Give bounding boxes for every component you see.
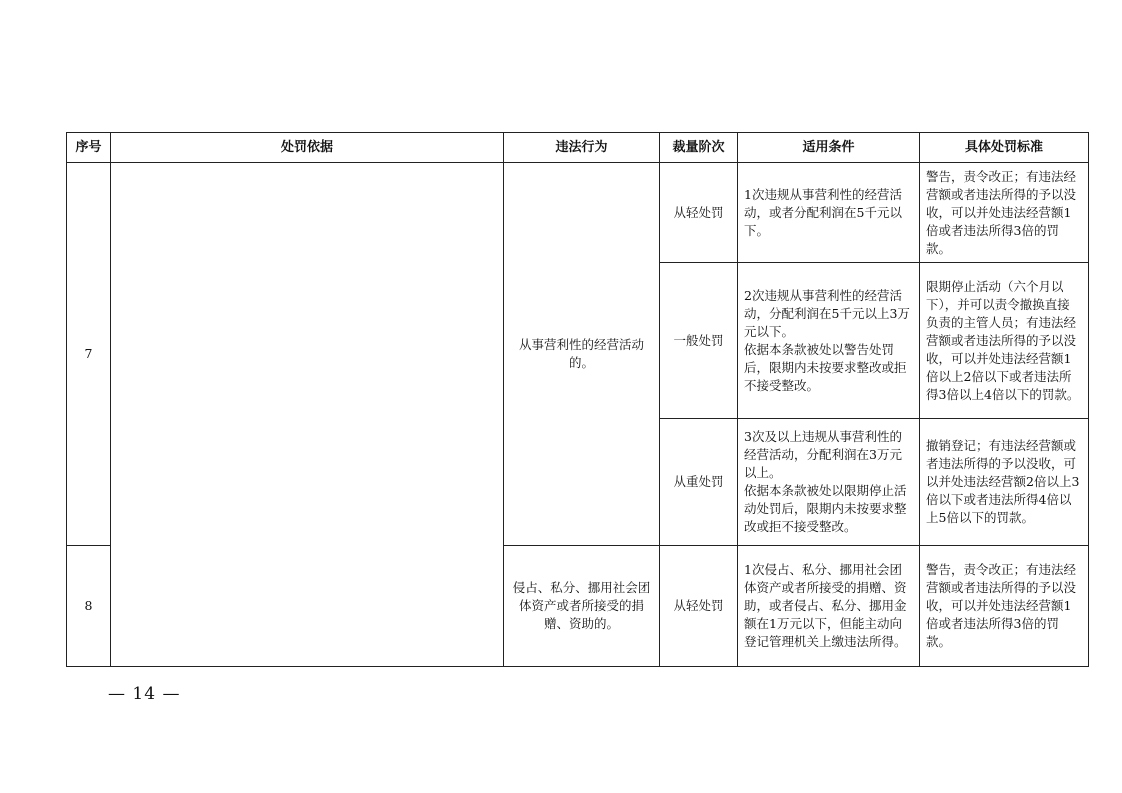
applicable-condition: 3次及以上违规从事营利性的经营活动，分配利润在3万元以上。 依据本条款被处以限期停止活动处罚后，限期内未按要求整改或拒不接受整改。	[738, 419, 920, 546]
discretion-level: 一般处罚	[660, 263, 738, 419]
violation-behavior: 从事营利性的经营活动的。	[504, 163, 660, 546]
penalty-standards-table	[66, 132, 1089, 667]
header-basis: 处罚依据	[111, 133, 504, 163]
header-behavior: 违法行为	[504, 133, 660, 163]
applicable-condition: 1次违规从事营利性的经营活动，或者分配利润在5千元以下。	[738, 163, 920, 263]
row-number: 7	[67, 163, 111, 546]
table-row	[67, 163, 1089, 263]
penalty-standard: 警告，责令改正；有违法经营额或者违法所得的予以没收，可以并处违法经营额1倍或者违法所得3倍的罚款。	[920, 163, 1089, 263]
applicable-condition: 1次侵占、私分、挪用社会团体资产或者所接受的捐赠、资助，或者侵占、私分、挪用金额在1万元以下，但能主动向登记管理机关上缴违法所得。	[738, 546, 920, 667]
applicable-condition: 2次违规从事营利性的经营活动，分配利润在5千元以上3万元以下。 依据本条款被处以警告处罚后，限期内未按要求整改或拒不接受整改。	[738, 263, 920, 419]
penalty-standard: 限期停止活动（六个月以下），并可以责令撤换直接负责的主管人员；有违法经营额或者违法所得的予以没收，可以并处违法经营额1倍以上2倍以下或者违法所得3倍以上4倍以下的罚款。	[920, 263, 1089, 419]
row-number: 8	[67, 546, 111, 667]
header-no: 序号	[67, 133, 111, 163]
header-condition: 适用条件	[738, 133, 920, 163]
penalty-basis-cell	[111, 163, 504, 667]
discretion-level: 从重处罚	[660, 419, 738, 546]
table-header-row	[67, 133, 1089, 163]
header-standard: 具体处罚标准	[920, 133, 1089, 163]
discretion-level: 从轻处罚	[660, 163, 738, 263]
violation-behavior: 侵占、私分、挪用社会团体资产或者所接受的捐赠、资助的。	[504, 546, 660, 667]
discretion-level: 从轻处罚	[660, 546, 738, 667]
header-level: 裁量阶次	[660, 133, 738, 163]
penalty-standard: 撤销登记；有违法经营额或者违法所得的予以没收，可以并处违法经营额2倍以上3倍以下或者违法所得4倍以上5倍以下的罚款。	[920, 419, 1089, 546]
penalty-standard: 警告，责令改正；有违法经营额或者违法所得的予以没收，可以并处违法经营额1倍或者违法所得3倍的罚款。	[920, 546, 1089, 667]
page-number: — 14 —	[108, 684, 181, 704]
